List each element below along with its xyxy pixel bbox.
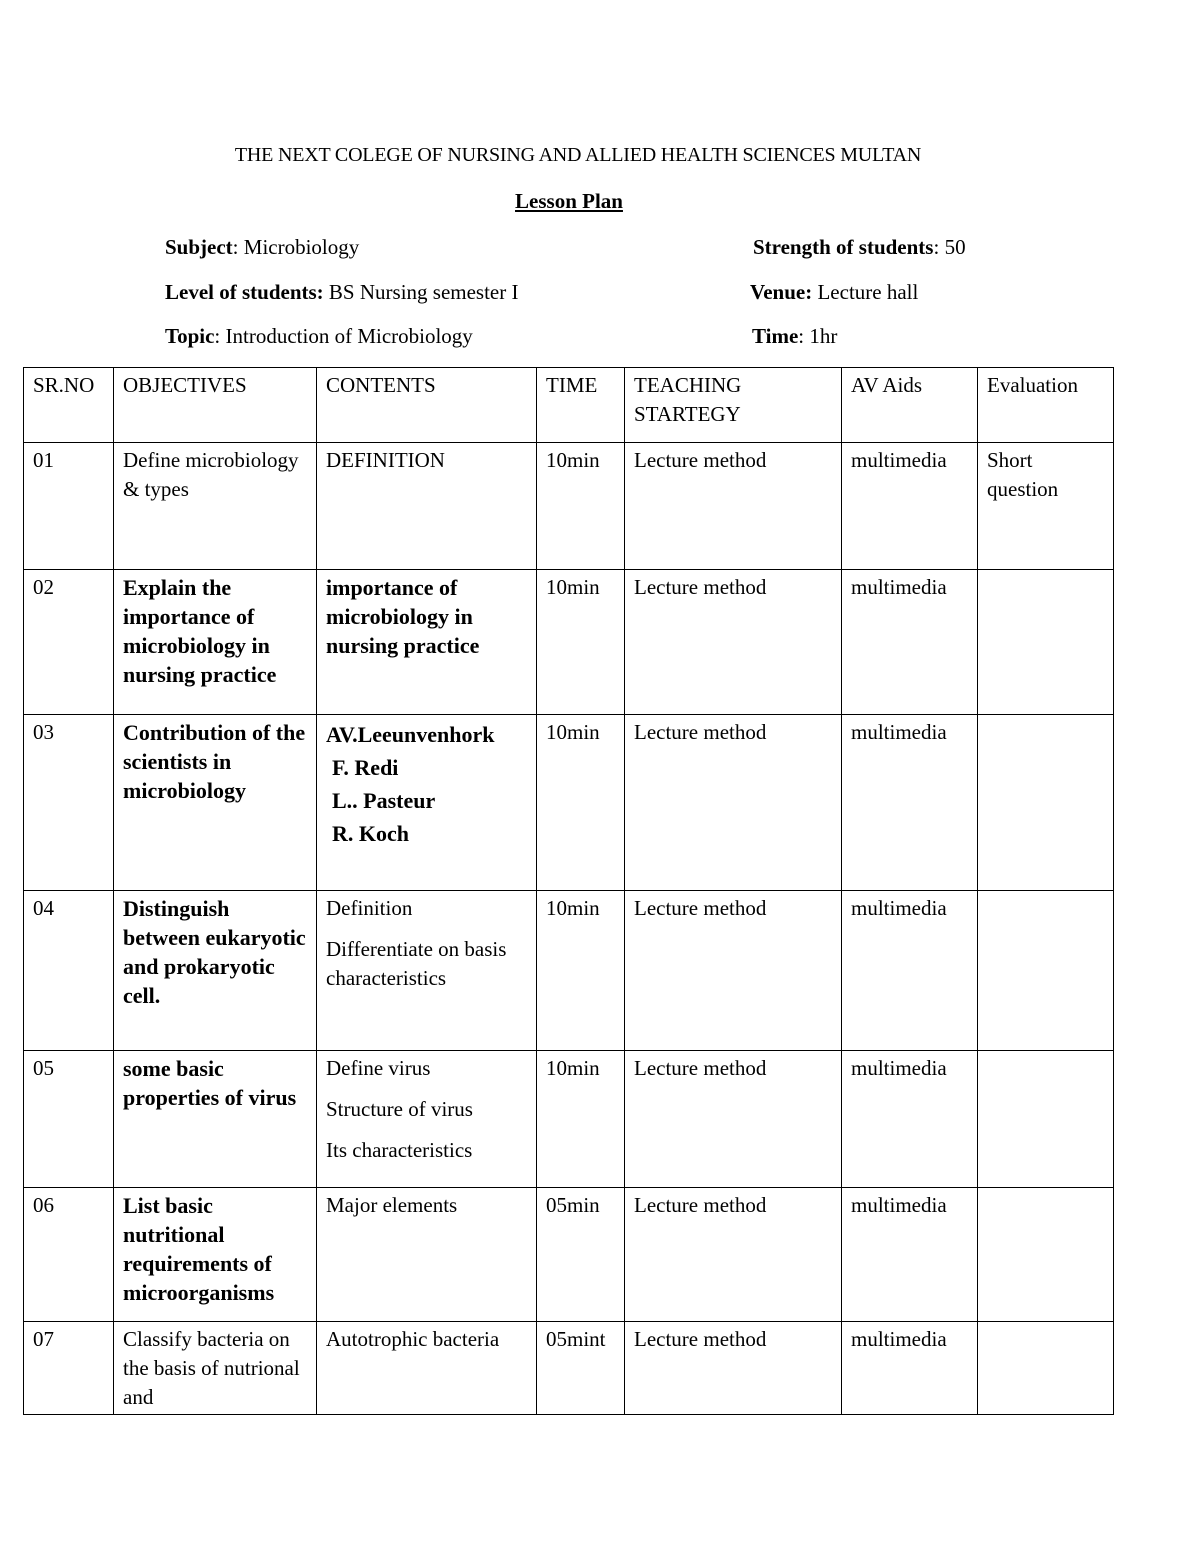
row-objective: some basic properties of virus [114, 1051, 317, 1188]
topic-label: Topic [165, 324, 215, 348]
table-row [24, 715, 1114, 891]
row-time: 10min [537, 443, 625, 570]
venue-line [750, 280, 918, 305]
subject-value: Microbiology [243, 235, 360, 259]
content-item: Autotrophic bacteria [326, 1327, 500, 1351]
row-av-aids: multimedia [842, 891, 978, 1051]
strength-separator: : [933, 235, 945, 259]
content-item: Major elements [326, 1193, 458, 1217]
time-separator: : [798, 324, 810, 348]
table-row [24, 443, 1114, 570]
level-label: Level of students: [165, 280, 324, 304]
scientist-name: AV.Leeunvenhork [326, 722, 495, 747]
table-row [24, 570, 1114, 715]
strength-value: 50 [944, 235, 966, 259]
row-evaluation [978, 1188, 1114, 1322]
lesson-plan-title: Lesson Plan [515, 189, 623, 213]
row-time: 05mint [537, 1322, 625, 1415]
row-objective: Distinguish between eukaryotic and prokaryotic cell. [114, 891, 317, 1051]
content-item: DEFINITION [326, 448, 445, 472]
row-strategy: Lecture method [625, 715, 842, 891]
row-contents [317, 570, 537, 715]
row-strategy: Lecture method [625, 1051, 842, 1188]
row-contents [317, 891, 537, 1051]
header-av-aids: AV Aids [842, 368, 978, 443]
level-line [165, 280, 519, 305]
header-teaching-strategy: TEACHING STARTEGY [625, 368, 842, 443]
row-av-aids: multimedia [842, 1051, 978, 1188]
header-evaluation: Evaluation [978, 368, 1114, 443]
row-objective: List basic nutritional requirements of microorganisms [114, 1188, 317, 1322]
college-name: THE NEXT COLEGE OF NURSING AND ALLIED HEALTH SCIENCES MULTAN [234, 144, 922, 166]
content-item: Its characteristics [326, 1138, 473, 1162]
row-objective: Contribution of the scientists in microbiology [114, 715, 317, 891]
row-strategy: Lecture method [625, 570, 842, 715]
row-evaluation [978, 1051, 1114, 1188]
time-value: 1hr [809, 324, 838, 348]
row-time: 10min [537, 1051, 625, 1188]
topic-line [165, 324, 473, 349]
subject-line [165, 235, 359, 260]
scientist-name: R. Koch [332, 821, 409, 846]
scientist-name: F. Redi [332, 755, 399, 780]
row-contents [317, 715, 537, 891]
row-av-aids: multimedia [842, 570, 978, 715]
content-item: Structure of virus [326, 1097, 473, 1121]
row-evaluation: Short question [978, 443, 1114, 570]
row-contents [317, 443, 537, 570]
row-contents [317, 1188, 537, 1322]
header-time: TIME [537, 368, 625, 443]
venue-value: Lecture hall [812, 280, 919, 304]
row-strategy: Lecture method [625, 1188, 842, 1322]
table-row [24, 891, 1114, 1051]
header-contents: CONTENTS [317, 368, 537, 443]
strength-line [753, 235, 966, 260]
row-time: 05min [537, 1188, 625, 1322]
scientist-name: L.. Pasteur [332, 788, 436, 813]
table-row [24, 1322, 1114, 1415]
time-line [752, 324, 837, 349]
row-sr-no: 02 [24, 570, 114, 715]
subject-separator: : [232, 235, 244, 259]
row-sr-no: 06 [24, 1188, 114, 1322]
row-evaluation [978, 715, 1114, 891]
row-av-aids: multimedia [842, 1188, 978, 1322]
row-evaluation [978, 891, 1114, 1051]
row-sr-no: 07 [24, 1322, 114, 1415]
table-row [24, 1051, 1114, 1188]
row-sr-no: 05 [24, 1051, 114, 1188]
row-av-aids: multimedia [842, 443, 978, 570]
table-header-row [24, 368, 1114, 443]
topic-separator: : [214, 324, 226, 348]
table-row [24, 1188, 1114, 1322]
subject-label: Subject [165, 235, 233, 259]
content-item: Define virus [326, 1056, 431, 1080]
row-sr-no: 03 [24, 715, 114, 891]
row-evaluation [978, 1322, 1114, 1415]
header-sr-no: SR.NO [24, 368, 114, 443]
level-value: BS Nursing semester I [323, 280, 519, 304]
row-time: 10min [537, 570, 625, 715]
content-item: Differentiate on basis characteristics [326, 937, 507, 990]
row-objective: Define microbiology & types [114, 443, 317, 570]
row-evaluation [978, 570, 1114, 715]
content-item: importance of microbiology in nursing practice [326, 575, 480, 658]
lesson-plan-table [23, 367, 1114, 1415]
row-strategy: Lecture method [625, 1322, 842, 1415]
venue-label: Venue: [750, 280, 813, 304]
content-item: Definition [326, 896, 413, 920]
header-objectives: OBJECTIVES [114, 368, 317, 443]
row-strategy: Lecture method [625, 891, 842, 1051]
row-sr-no: 01 [24, 443, 114, 570]
topic-value: Introduction of Microbiology [225, 324, 473, 348]
row-av-aids: multimedia [842, 715, 978, 891]
row-time: 10min [537, 715, 625, 891]
time-label: Time [752, 324, 799, 348]
row-objective: Explain the importance of microbiology in nursing practice [114, 570, 317, 715]
row-strategy: Lecture method [625, 443, 842, 570]
row-sr-no: 04 [24, 891, 114, 1051]
row-objective: Classify bacteria on the basis of nutrional and [114, 1322, 317, 1415]
row-av-aids: multimedia [842, 1322, 978, 1415]
row-contents [317, 1051, 537, 1188]
row-contents [317, 1322, 537, 1415]
strength-label: Strength of students [753, 235, 934, 259]
row-time: 10min [537, 891, 625, 1051]
